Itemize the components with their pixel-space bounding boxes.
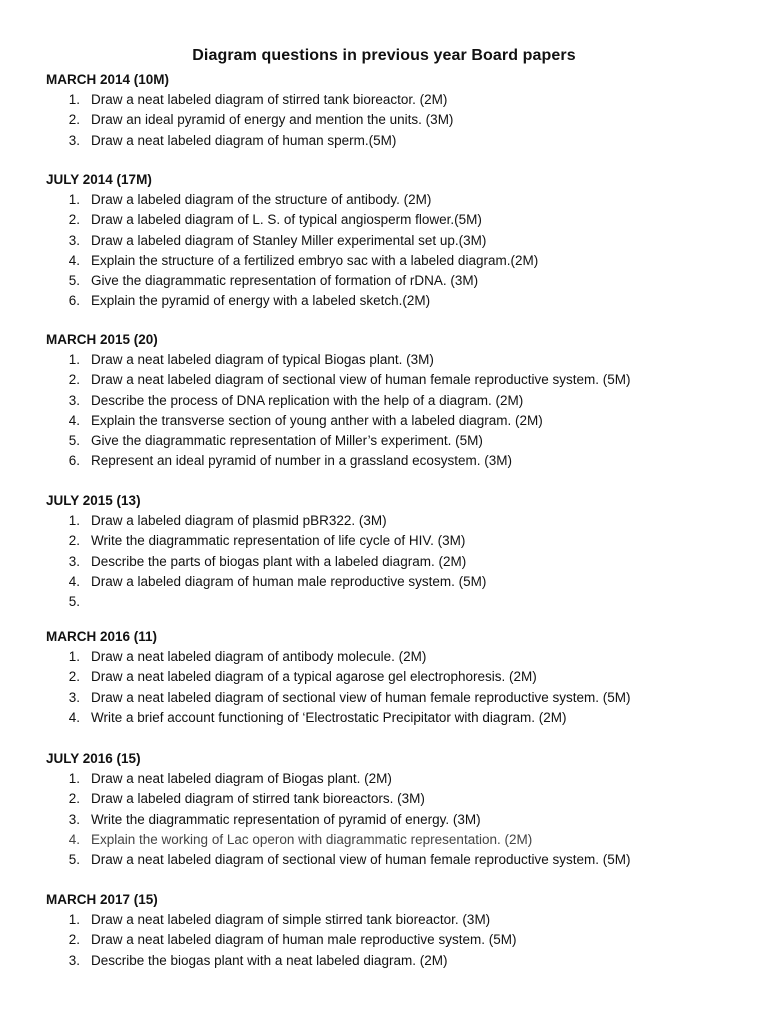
- item-text: Draw a labeled diagram of plasmid pBR322. (3M): [91, 513, 387, 528]
- list-item: [46, 592, 746, 612]
- item-number: 2.: [68, 932, 80, 948]
- item-number: 3.: [68, 689, 80, 705]
- item-text: Write the diagrammatic representation of pyramid of energy. (3M): [91, 811, 481, 827]
- item-text: Draw a neat labeled diagram of a typical agarose gel electrophoresis. (2M): [91, 669, 537, 685]
- section-heading: MARCH 2016 (11): [46, 629, 158, 644]
- list-item: [46, 411, 746, 431]
- item-text: Explain the structure of a fertilized embryo sac with a labeled diagram.(2M): [91, 252, 539, 268]
- item-text: Draw a labeled diagram of stirred tank bioreactors. (3M): [91, 791, 425, 807]
- section-july-2015: [46, 491, 746, 612]
- item-text: Explain the transverse section of young anther with a labeled diagram. (2M): [91, 412, 543, 428]
- item-text: Draw a neat labeled diagram of typical Biogas plant. (3M): [91, 352, 434, 367]
- item-text: Draw a neat labeled diagram of sectional view of human female reproductive system. (5M): [91, 372, 631, 388]
- list-item: [46, 291, 746, 311]
- item-number: 4.: [68, 831, 80, 847]
- item-number: 2.: [68, 533, 80, 549]
- page-title: Diagram questions in previous year Board papers: [192, 47, 576, 64]
- list-item: [46, 930, 746, 950]
- item-number: 3.: [68, 232, 80, 248]
- item-number: 3.: [68, 132, 80, 148]
- item-number: 1.: [68, 92, 80, 107]
- item-number: 3.: [68, 553, 80, 569]
- item-text: Describe the biogas plant with a neat labeled diagram. (2M): [91, 952, 448, 968]
- list-item: [46, 90, 746, 110]
- list-item: [46, 531, 746, 551]
- list-item: [46, 451, 746, 471]
- item-text: Describe the parts of biogas plant with a labeled diagram. (2M): [91, 553, 467, 569]
- item-number: 4.: [68, 252, 80, 268]
- list-item: [46, 251, 746, 271]
- list-item: [46, 431, 746, 451]
- section-march-2016: [46, 627, 746, 728]
- item-text: Give the diagrammatic representation of formation of rDNA. (3M): [91, 273, 479, 289]
- item-number: 1.: [68, 912, 80, 927]
- item-number: 4.: [68, 709, 80, 725]
- item-number: 1.: [68, 513, 80, 528]
- item-text: Draw a neat labeled diagram of sectional view of human female reproductive system. (5M): [91, 852, 631, 868]
- item-text: Give the diagrammatic representation of Miller’s experiment. (5M): [91, 433, 483, 449]
- list-item: [46, 789, 746, 809]
- item-number: 1.: [68, 352, 80, 367]
- section-heading: MARCH 2015 (20): [46, 332, 158, 347]
- section-march-2014: [46, 70, 746, 151]
- item-number: 6.: [68, 453, 80, 469]
- list-item: [46, 910, 746, 930]
- list-item: [46, 667, 746, 687]
- item-number: 2.: [68, 372, 80, 388]
- list-item: [46, 850, 746, 870]
- item-number: 2.: [68, 112, 80, 128]
- list-item: [46, 210, 746, 230]
- list-item: [46, 350, 746, 370]
- item-text: Draw a neat labeled diagram of antibody molecule. (2M): [91, 649, 427, 664]
- list-item: [46, 271, 746, 291]
- item-text: Draw a neat labeled diagram of stirred tank bioreactor. (2M): [91, 92, 448, 107]
- item-number: 1.: [68, 649, 80, 664]
- list-item: [46, 190, 746, 210]
- section-march-2017: [46, 890, 746, 971]
- list-item: [46, 110, 746, 130]
- item-number: 5.: [68, 594, 80, 610]
- list-item: [46, 810, 746, 830]
- section-heading: JULY 2015 (13): [46, 493, 141, 508]
- list-item: [46, 647, 746, 667]
- item-text: Draw a labeled diagram of Stanley Miller experimental set up.(3M): [91, 232, 487, 248]
- item-text: Draw a neat labeled diagram of sectional view of human female reproductive system. (5M): [91, 689, 631, 705]
- item-number: 6.: [68, 293, 80, 309]
- list-item: [46, 231, 746, 251]
- question-list: [46, 90, 746, 151]
- question-list: [46, 190, 746, 312]
- item-text: Draw a labeled diagram of L. S. of typical angiosperm flower.(5M): [91, 212, 482, 228]
- item-number: 1.: [68, 192, 80, 207]
- item-text: Draw a labeled diagram of human male reproductive system. (5M): [91, 573, 487, 589]
- list-item: [46, 708, 746, 728]
- item-text: Write the diagrammatic representation of life cycle of HIV. (3M): [91, 533, 466, 549]
- section-heading: MARCH 2014 (10M): [46, 72, 170, 87]
- list-item: [46, 391, 746, 411]
- item-number: 3.: [68, 392, 80, 408]
- item-text: Explain the working of Lac operon with diagrammatic representation. (2M): [91, 831, 533, 847]
- list-item: [46, 769, 746, 789]
- list-item: [46, 370, 746, 390]
- list-item: [46, 552, 746, 572]
- item-number: 2.: [68, 791, 80, 807]
- list-item: [46, 511, 746, 531]
- item-number: 5.: [68, 433, 80, 449]
- item-number: 5.: [68, 273, 80, 289]
- section-heading: MARCH 2017 (15): [46, 892, 158, 907]
- item-number: 4.: [68, 412, 80, 428]
- list-item: [46, 688, 746, 708]
- item-number: 5.: [68, 852, 80, 868]
- question-list: [46, 769, 746, 870]
- list-item: [46, 951, 746, 971]
- item-text: Write a brief account functioning of ‘Electrostatic Precipitator with diagram. (2M): [91, 709, 567, 725]
- question-list: [46, 511, 746, 612]
- section-heading: JULY 2014 (17M): [46, 172, 152, 187]
- item-number: 3.: [68, 952, 80, 968]
- item-text: Describe the process of DNA replication with the help of a diagram. (2M): [91, 392, 524, 408]
- list-item: [46, 572, 746, 592]
- item-text: Represent an ideal pyramid of number in a grassland ecosystem. (3M): [91, 453, 512, 469]
- question-list: [46, 910, 746, 971]
- item-number: 2.: [68, 212, 80, 228]
- section-march-2015: [46, 330, 746, 472]
- item-number: 2.: [68, 669, 80, 685]
- list-item: [46, 830, 746, 850]
- item-text: Explain the pyramid of energy with a labeled sketch.(2M): [91, 293, 431, 309]
- section-july-2016: [46, 749, 746, 870]
- item-number: 3.: [68, 811, 80, 827]
- item-text: Draw an ideal pyramid of energy and mention the units. (3M): [91, 112, 454, 128]
- item-number: 1.: [68, 771, 80, 786]
- question-list: [46, 350, 746, 472]
- list-item: [46, 131, 746, 151]
- item-text: Draw a neat labeled diagram of human male reproductive system. (5M): [91, 932, 517, 948]
- item-text: Draw a neat labeled diagram of simple stirred tank bioreactor. (3M): [91, 912, 491, 927]
- item-text: Draw a neat labeled diagram of Biogas plant. (2M): [91, 771, 392, 786]
- item-number: 4.: [68, 573, 80, 589]
- section-july-2014: [46, 170, 746, 312]
- item-text: Draw a neat labeled diagram of human sperm.(5M): [91, 132, 397, 148]
- section-heading: JULY 2016 (15): [46, 751, 141, 766]
- item-text: Draw a labeled diagram of the structure of antibody. (2M): [91, 192, 432, 207]
- question-list: [46, 647, 746, 728]
